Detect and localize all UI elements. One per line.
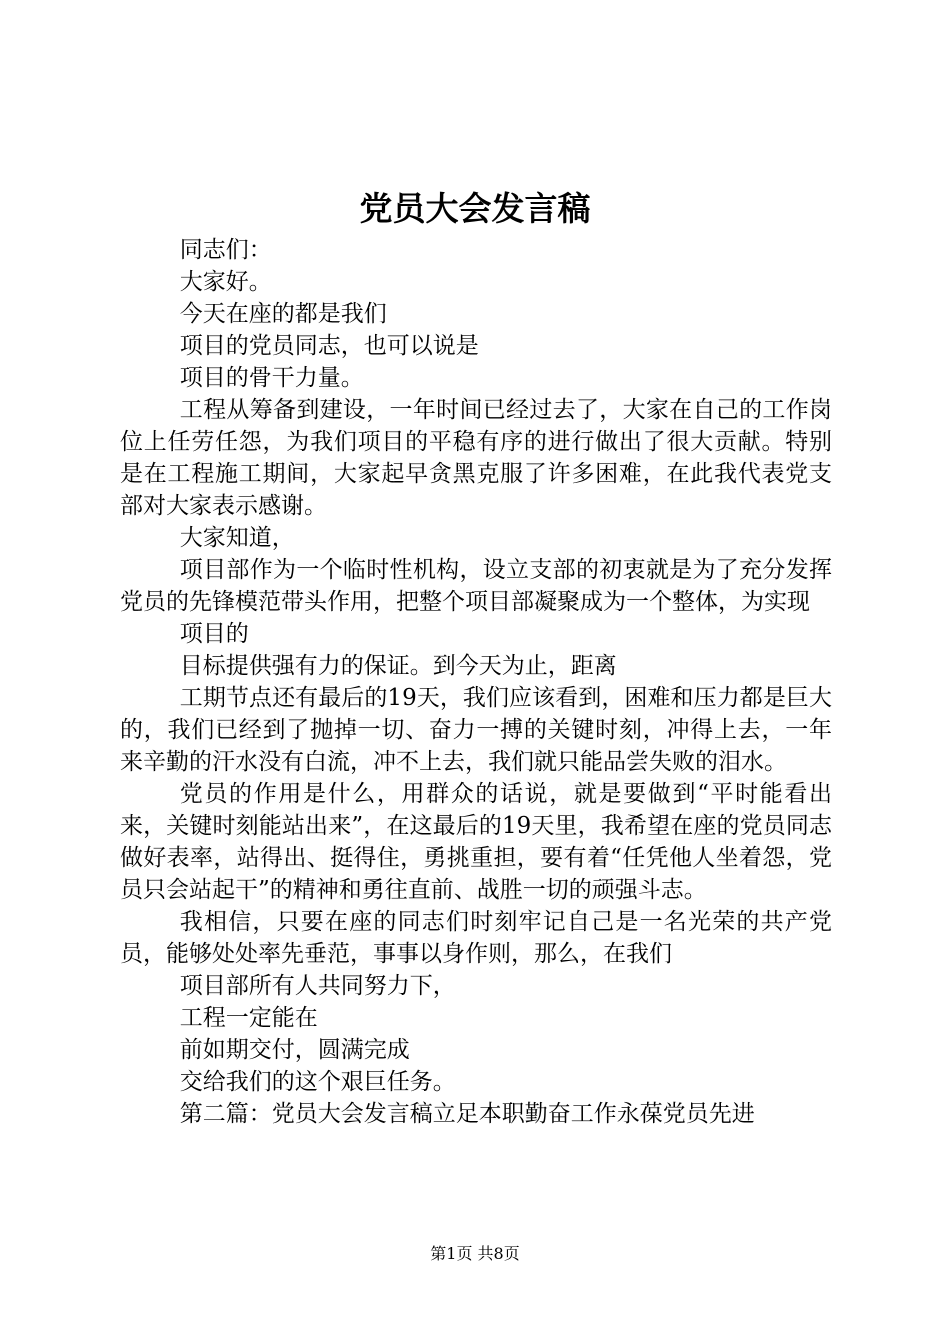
- paragraph: 我相信，只要在座的同志们时刻牢记自己是一名光荣的共产党员，能够处处率先垂范，事事以身作则，那么，在我们: [120, 909, 832, 967]
- paragraph: 项目的: [179, 621, 249, 647]
- paragraph: 项目部作为一个临时性机构，设立支部的初衷就是为了充分发挥党员的先锋模范带头作用，把整个项目部凝聚成为一个整体，为实现: [120, 557, 832, 615]
- paragraph: 目标提供强有力的保证。到今天为止，距离: [179, 653, 617, 679]
- paragraph: 项目的骨干力量。: [179, 365, 364, 391]
- paragraph: 今天在座的都是我们: [179, 301, 387, 327]
- paragraph: 项目部所有人共同努力下，: [179, 973, 456, 999]
- paragraph: 项目的党员同志，也可以说是: [179, 333, 479, 359]
- paragraph: 工程一定能在: [179, 1005, 318, 1031]
- paragraph: 大家知道，: [179, 525, 295, 551]
- paragraph: 第二篇：党员大会发言稿立足本职勤奋工作永葆党员先进: [179, 1101, 755, 1127]
- document-body: [120, 234, 832, 1130]
- paragraph: 交给我们的这个艰巨任务。: [179, 1069, 456, 1095]
- paragraph: 工程从筹备到建设，一年时间已经过去了，大家在自己的工作岗位上任劳任怨，为我们项目的平稳有序的进行做出了很大贡献。特别是在工程施工期间，大家起早贪黑克服了许多困难，在此我代表党支部对大家表示感谢。: [120, 397, 832, 519]
- document-title: 党员大会发言稿: [359, 189, 591, 228]
- paragraph: 同志们：: [179, 237, 272, 263]
- paragraph: 工期节点还有最后的19天，我们应该看到，困难和压力都是巨大的，我们已经到了抛掉一切、奋力一搏的关键时刻，冲得上去，一年来辛勤的汗水没有白流，冲不上去，我们就只能品尝失败的泪水。: [120, 685, 832, 775]
- page-footer: 第1页 共8页: [430, 1244, 520, 1263]
- paragraph: 大家好。: [179, 269, 272, 295]
- paragraph: 党员的作用是什么，用群众的话说，就是要做到“平时能看出来，关键时刻能站出来”，在这最后的19天里，我希望在座的党员同志做好表率，站得出、挺得住，勇挑重担，要有着“任凭他人坐着怨，党员只会站起干”的精神和勇往直前、战胜一切的顽强斗志。: [120, 781, 832, 903]
- paragraph: 前如期交付，圆满完成: [179, 1037, 410, 1063]
